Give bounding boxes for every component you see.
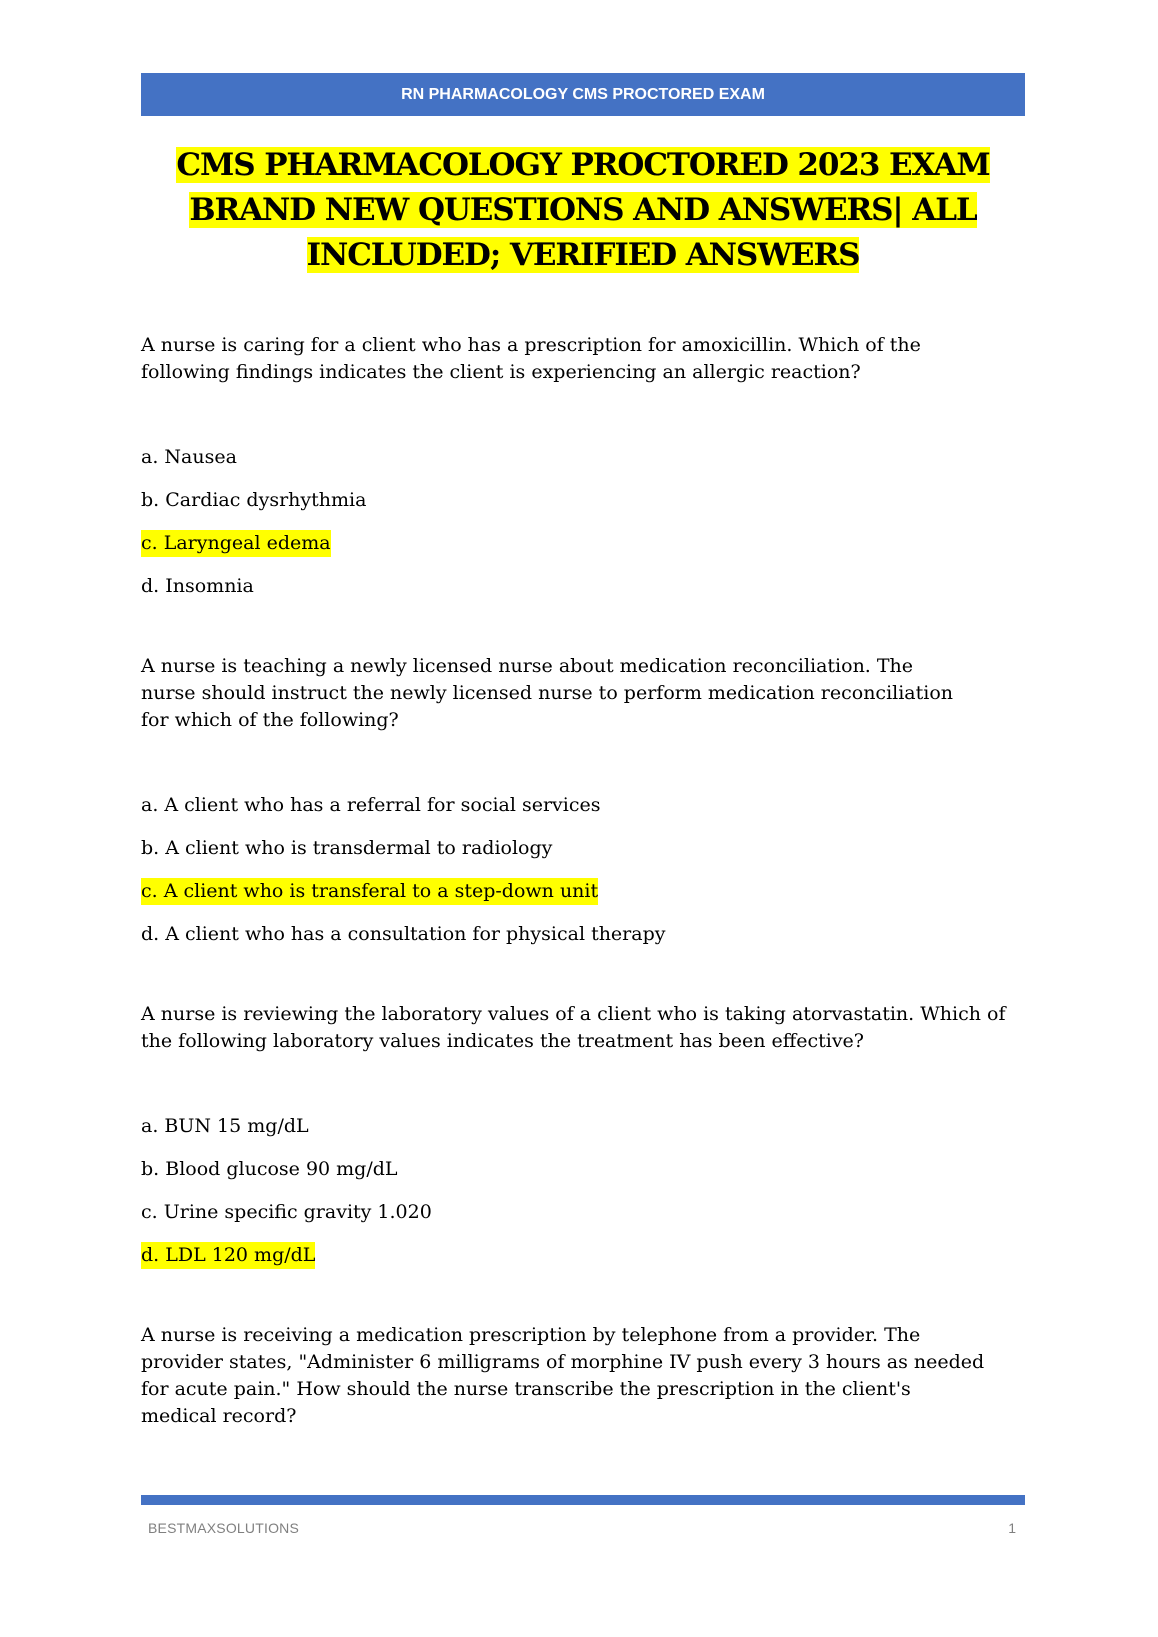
question-1-option-b: b. Cardiac dysrhythmia xyxy=(141,489,367,511)
question-3-option-c: c. Urine specific gravity 1.020 xyxy=(141,1201,432,1223)
question-3-text: A nurse is reviewing the laboratory values of a client who is taking atorvastatin. Which of the following laboratory values indicates the treatment has been effective? xyxy=(141,1003,1006,1052)
page-number: 1 xyxy=(1008,1520,1016,1536)
footer-brand: BESTMAXSOLUTIONS xyxy=(148,1520,300,1536)
question-2-option-d: d. A client who has a consultation for physical therapy xyxy=(141,923,666,945)
document-title xyxy=(141,143,1025,278)
question-2-option-c-answer: c. A client who is transferal to a step-down unit xyxy=(141,878,598,905)
question-3-option-a: a. BUN 15 mg/dL xyxy=(141,1115,309,1137)
title-line-3: INCLUDED; VERIFIED ANSWERS xyxy=(306,237,860,273)
footer-divider xyxy=(141,1495,1025,1505)
question-1-option-d: d. Insomnia xyxy=(141,575,254,597)
question-1-option-a: a. Nausea xyxy=(141,446,237,468)
question-2-text: A nurse is teaching a newly licensed nurse about medication reconciliation. The nurse should instruct the newly licensed nurse to perform medication reconciliation for which of the following? xyxy=(141,655,954,731)
question-1-text: A nurse is caring for a client who has a prescription for amoxicillin. Which of the following findings indicates the client is experiencing an allergic reaction? xyxy=(141,334,921,383)
title-line-2: BRAND NEW QUESTIONS AND ANSWERS| ALL xyxy=(189,192,977,228)
header-title: RN PHARMACOLOGY CMS PROCTORED EXAM xyxy=(401,85,765,103)
question-1-option-c-answer: c. Laryngeal edema xyxy=(141,530,331,557)
question-2-option-a: a. A client who has a referral for social services xyxy=(141,794,601,816)
question-2-option-b: b. A client who is transdermal to radiology xyxy=(141,837,553,859)
title-line-1: CMS PHARMACOLOGY PROCTORED 2023 EXAM xyxy=(176,147,990,183)
question-3-option-d-answer: d. LDL 120 mg/dL xyxy=(141,1242,315,1269)
question-4-text: A nurse is receiving a medication prescription by telephone from a provider. The provider states, "Administer 6 milligrams of morphine IV push every 3 hours as needed for acute pain." How should the nurse transcribe the prescription in the client's medical record? xyxy=(141,1324,985,1427)
questions-content xyxy=(141,332,1025,1430)
page-header-bar xyxy=(141,73,1025,116)
question-3-option-b: b. Blood glucose 90 mg/dL xyxy=(141,1158,398,1180)
